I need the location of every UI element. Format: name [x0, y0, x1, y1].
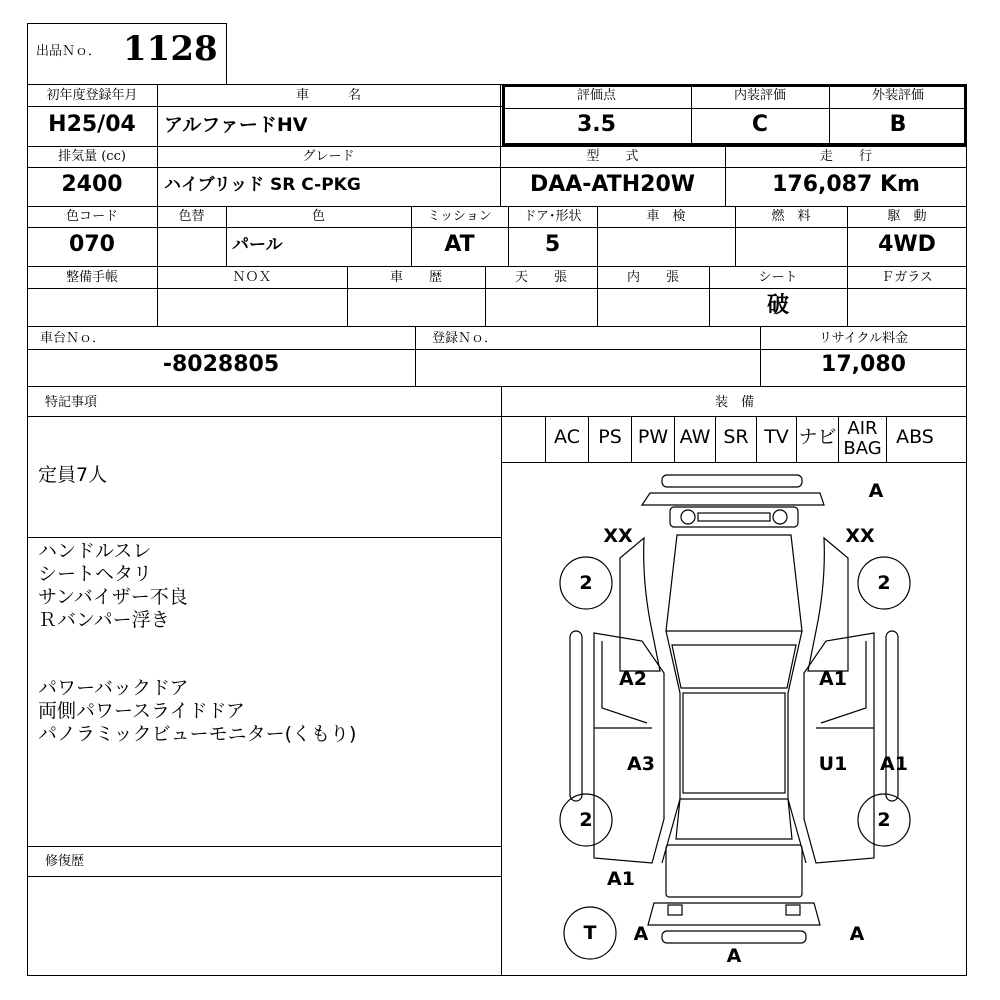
grade-value: ハイブリッド SR C-PKG: [164, 175, 361, 195]
maintenance-label: 整備手帳: [65, 270, 118, 285]
chassis-value: -8028805: [162, 352, 280, 377]
mission-label: ミッション: [427, 209, 492, 224]
mark-roof-top: A: [868, 480, 884, 502]
equipment-label: 装 備: [714, 395, 754, 410]
mark-tire-fl: 2: [579, 572, 593, 594]
equipment-item: ABS: [886, 417, 943, 462]
vehicle-diagram: [502, 463, 967, 975]
color-value: パール: [232, 235, 283, 255]
mark-front-right-corner: XX: [845, 525, 875, 547]
roof-value: [485, 289, 597, 323]
notes-label: 特記事項: [45, 395, 98, 410]
door-label: ドア･形状: [523, 209, 582, 224]
mark-spare: T: [583, 922, 597, 944]
equipment-item: PW: [631, 417, 674, 462]
exterior-value: B: [889, 112, 907, 137]
fuel-value: [735, 228, 847, 262]
lot-number: 1128: [123, 29, 218, 69]
mark-door-fl: A2: [619, 668, 647, 690]
nox-value: [157, 289, 347, 323]
equipment-item: SR: [715, 417, 756, 462]
notes-block2: ハンドルスレ シートヘタリ サンバイザー不良 Ｒバンパー浮き: [38, 540, 188, 631]
chassis-label: 車台Ｎｏ．: [40, 331, 106, 346]
mission-value: AT: [444, 232, 475, 257]
repair-label: 修復歴: [45, 854, 85, 869]
mark-front-left-corner: XX: [603, 525, 633, 547]
displacement-value: 2400: [61, 172, 123, 197]
reg-value: H25/04: [48, 112, 136, 137]
drive-value: 4WD: [878, 232, 936, 257]
model-label: 型 式: [586, 149, 639, 164]
mark-tire-rl: 2: [579, 809, 593, 831]
mark-tire-rr: 2: [877, 809, 891, 831]
history-value: [347, 289, 485, 323]
equipment-item: AW: [674, 417, 715, 462]
history-label: 車 歴: [389, 270, 442, 285]
inspection-value: [597, 228, 735, 262]
registration-value: [415, 348, 760, 382]
seat-label: シート: [758, 270, 798, 285]
grade-label: グレード: [302, 149, 355, 164]
mark-door-fr: A1: [819, 668, 847, 690]
repaint-value: [157, 228, 226, 262]
equipment-item: AC: [545, 417, 588, 462]
mileage-label: 走 行: [819, 149, 872, 164]
registration-label: 登録Ｎｏ．: [432, 331, 498, 346]
interior-label: 内装評価: [733, 88, 786, 103]
exterior-label: 外装評価: [871, 88, 924, 103]
interior-lining-value: [597, 289, 709, 323]
name-label: 車 名: [295, 88, 361, 103]
repaint-label: 色替: [178, 209, 205, 224]
mark-rear-bottom: A: [726, 945, 742, 967]
model-value: DAA-ATH20W: [529, 172, 696, 197]
mark-rear-left: A1: [607, 868, 635, 890]
interior-lining-label: 内 張: [626, 270, 679, 285]
fuel-label: 燃 料: [771, 209, 811, 224]
name-value: アルファードHV: [164, 114, 308, 136]
mark-rear-right-bumper: A: [849, 923, 865, 945]
equipment-item: ナビ: [796, 417, 838, 462]
score-value: 3.5: [577, 112, 616, 137]
equipment-item: TV: [756, 417, 796, 462]
fglass-value: [847, 289, 967, 323]
fglass-label: Ｆガラス: [881, 270, 933, 285]
mark-rear-right-side: A1: [880, 753, 908, 775]
roof-label: 天 張: [514, 270, 567, 285]
door-value: 5: [544, 232, 561, 257]
seat-value: 破: [766, 293, 789, 318]
mark-rear-left-bumper: A: [633, 923, 649, 945]
notes-block3: パワーバックドア 両側パワースライドドア パノラミックビューモニター(くもり): [38, 677, 357, 745]
inspection-label: 車 検: [646, 209, 686, 224]
mark-door-rl: A3: [627, 753, 655, 775]
interior-value: C: [751, 112, 769, 137]
score-label: 評価点: [576, 88, 616, 103]
drive-label: 駆 動: [887, 209, 927, 224]
displacement-label: 排気量 (cc): [58, 149, 126, 164]
color-label: 色: [311, 209, 325, 224]
mark-door-rr: U1: [818, 753, 848, 775]
recycle-label: リサイクル料金: [818, 331, 909, 346]
mileage-value: 176,087 Km: [772, 172, 920, 197]
color-code-label: 色コード: [65, 209, 118, 224]
equipment-item: AIR BAG: [838, 417, 886, 462]
mark-tire-fr: 2: [877, 572, 891, 594]
color-code-value: 070: [69, 232, 115, 257]
nox-label: ＮＯＸ: [232, 270, 272, 285]
reg-label: 初年度登録年月: [46, 88, 138, 103]
recycle-value: 17,080: [821, 352, 906, 377]
maintenance-value: [27, 289, 157, 323]
notes-line1: 定員7人: [38, 464, 108, 486]
equipment-item: PS: [588, 417, 631, 462]
lot-label: 出品Ｎｏ．: [36, 44, 102, 59]
